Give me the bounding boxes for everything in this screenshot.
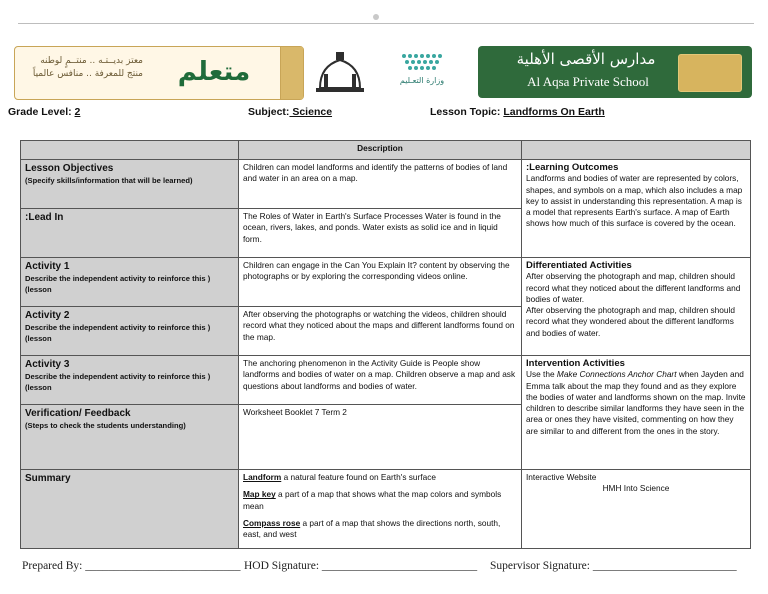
summary-cell (239, 470, 522, 549)
lesson-objectives-text: Children can model landforms and identify the patterns of bodies of land and water in an area on a map. (239, 160, 522, 209)
intervention-text-start: Use the (526, 369, 557, 380)
school-seal-icon (678, 54, 742, 92)
table-row (21, 160, 751, 209)
grade-label: Grade Level: (8, 106, 72, 118)
term-map-key: Map key (243, 489, 276, 500)
verification-label (21, 405, 239, 470)
table-row (21, 356, 751, 405)
activity-2-title: Activity 2 (25, 310, 70, 321)
lead-in-label (21, 209, 239, 258)
activity-2-text: After observing the photographs or watching the videos, children should record what they noticed about the maps and different landforms found on the map. (239, 307, 522, 356)
def-map-key: a part of a map that shows what the map colors and symbols mean (243, 489, 502, 511)
lead-in-text: The Roles of Water in Earth's Surface Processes Water is found in the ocean, rivers, lakes, and ponds. Water exists as solid ice and in liquid form. (239, 209, 522, 258)
lesson-plan-table (20, 140, 751, 549)
description-header: Description (239, 141, 522, 160)
verification-text: Worksheet Booklet 7 Term 2 (239, 405, 522, 470)
differentiated-cell (522, 258, 751, 356)
header-blank-right (522, 141, 751, 160)
summary-map-key (243, 489, 517, 512)
lesson-objectives-label (21, 160, 239, 209)
differentiated-text-1: After observing the photograph and map, children should record what they noticed about the different landforms and bodies of water. (526, 271, 741, 304)
term-compass-rose: Compass rose (243, 517, 301, 528)
learning-outcomes-text: Landforms and bodies of water are represented by colors, shapes, and symbols on a map, which also includes a map key to assist in understanding this representation. A map is a model that represents Earth's surface. A map of Earth shows how much of this surface is covered by the ocean. (526, 173, 743, 229)
website-name: HMH Into Science (602, 483, 670, 494)
activity-1-subtitle: Describe the independent activity to reinforce this ) (lesson (25, 274, 211, 294)
topic-value: Landforms On Earth (503, 106, 605, 118)
slogan (23, 55, 143, 81)
activity-2-subtitle: Describe the independent activity to reinforce this ) (lesson (25, 323, 211, 343)
website-cell (522, 470, 751, 549)
subject-label: Subject: (248, 106, 290, 118)
intervention-anchor-chart: Make Connections Anchor Chart (556, 369, 677, 380)
activity-1-title: Activity 1 (25, 261, 70, 272)
subject-value: Science (289, 106, 333, 118)
grade-level (8, 106, 80, 118)
summary-label (21, 470, 239, 549)
verification-title: Verification/ Feedback (25, 408, 131, 419)
lesson-objectives-title: Lesson Objectives (25, 163, 114, 174)
def-landform: a natural feature found on Earth's surface (281, 472, 436, 482)
aqsa-dome-logo-icon (312, 48, 368, 98)
website-title: Interactive Website (526, 472, 597, 482)
summary-compass-rose (243, 518, 517, 541)
school-name-banner (478, 46, 752, 98)
activity-1-text: Children can engage in the Can You Explain It? content by observing the photographs or by exploring the corresponding videos online. (239, 258, 522, 307)
school-name-english: Al Aqsa Private School (527, 74, 649, 89)
lead-in-title: :Lead In (25, 212, 64, 223)
slogan-line-1: معتز بديــتـه .. منتــمٍ لوطنه (40, 56, 143, 66)
prepared-by-field: Prepared By: ___________________________ (22, 560, 241, 572)
lesson-topic (430, 106, 605, 118)
grade-value: 2 (74, 106, 81, 118)
table-row (21, 258, 751, 307)
subject (248, 106, 332, 118)
learning-outcomes-cell (522, 160, 751, 258)
ministry-name: وزارة التعـليم (399, 76, 445, 85)
verification-subtitle: (Steps to check the students understanding) (25, 421, 186, 430)
hod-signature-field: HOD Signature: ___________________________ (244, 560, 478, 572)
differentiated-title: Differentiated Activities (526, 260, 632, 271)
lesson-objectives-subtitle: (Specify skills/information that will be learned) (25, 176, 193, 185)
table-header-row (21, 141, 751, 160)
activity-3-label (21, 356, 239, 405)
summary-title: Summary (25, 473, 71, 484)
activity-2-label (21, 307, 239, 356)
slogan-line-2: منتج للمعرفة .. منافس عالمياً (32, 69, 143, 79)
ministry-emblem-icon (384, 50, 460, 76)
school-name-arabic: مدارس الأقصى الأهلية (516, 50, 656, 68)
header-blank-left (21, 141, 239, 160)
activity-3-text: The anchoring phenomenon in the Activity Guide is People show landforms and bodies of water on a map. Children observe a map and ask questions about landforms and bodies of water. (239, 356, 522, 405)
learning-outcomes-title: :Learning Outcomes (526, 162, 619, 173)
differentiated-text-2: After observing the photograph and map, children should record what they wondered about the different landforms and bodies of water. (526, 305, 735, 338)
supervisor-signature-field: Supervisor Signature: _________________________ (490, 560, 737, 572)
intervention-text-end: when Jayden and Emma talk about the map they found and as they explore the bodies of water and landforms shown on the map. Invite children to describe similar landforms they have seen in the area or ones they have visited, commenting on how they are similar to and different from the ones in the story. (526, 369, 746, 436)
summary-landform (243, 472, 517, 483)
term-landform: Landform (243, 472, 282, 482)
header-divider (18, 23, 754, 24)
activity-1-label (21, 258, 239, 307)
brand-logo-text: متعلم (177, 57, 251, 87)
intervention-title: Intervention Activities (526, 358, 625, 369)
ministry-logo (384, 50, 460, 98)
table-row (21, 470, 751, 549)
mutaallim-banner (14, 46, 304, 100)
activity-3-subtitle: Describe the independent activity to reinforce this ) (lesson (25, 372, 211, 392)
intervention-cell (522, 356, 751, 470)
topic-label: Lesson Topic: (430, 106, 501, 118)
header-mark (373, 14, 379, 20)
def-compass-rose: a part of a map that shows the directions north, south, east, and west (243, 517, 501, 540)
activity-3-title: Activity 3 (25, 359, 70, 370)
banner-ribbon (280, 47, 303, 99)
school-banner (0, 26, 768, 102)
